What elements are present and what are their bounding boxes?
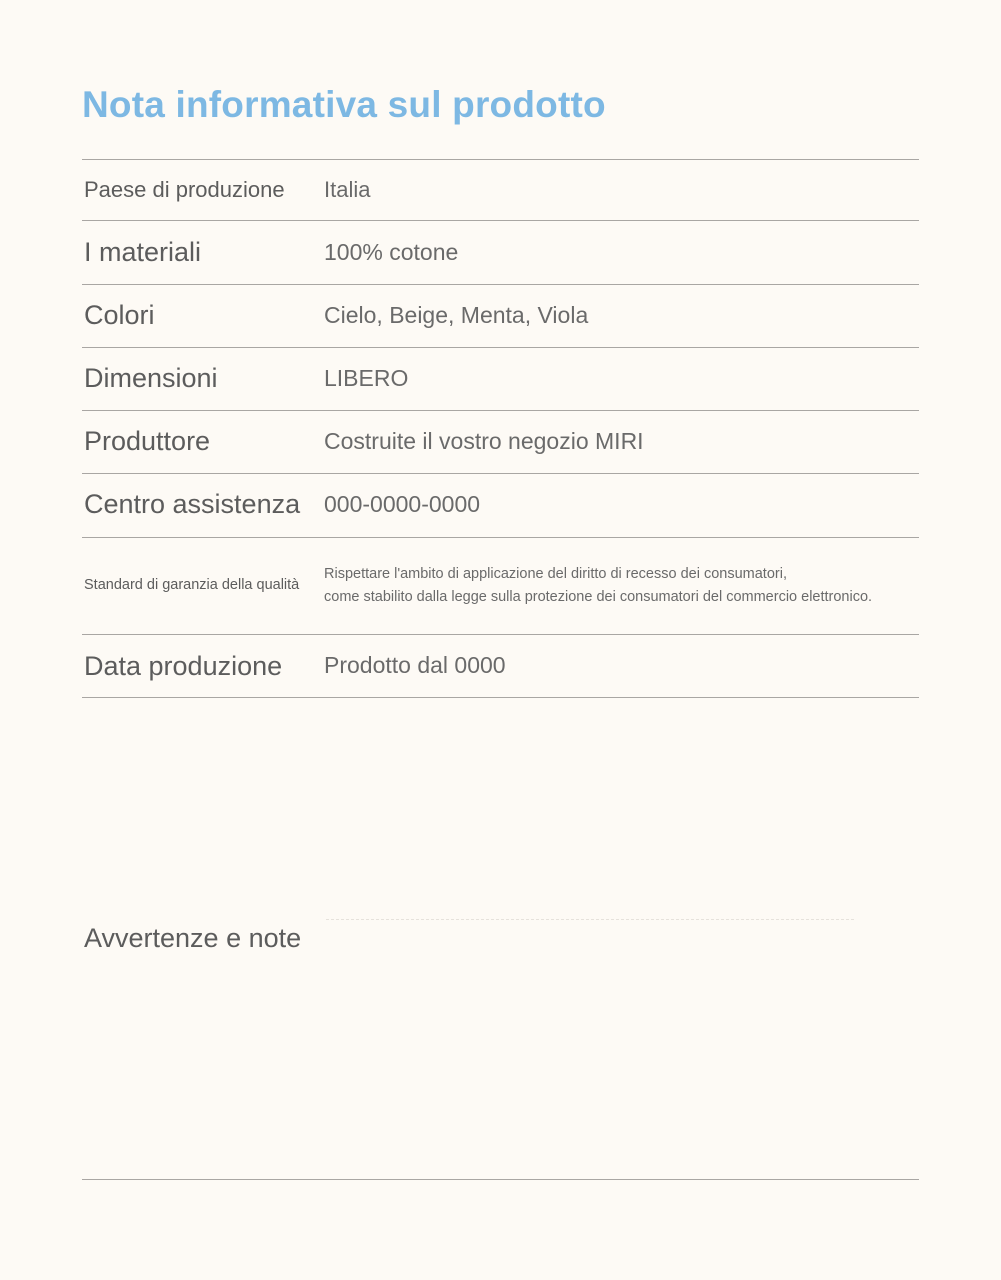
row-value-line-2: come stabilito dalla legge sulla protezione dei consumatori del commercio elettronico. <box>324 589 873 605</box>
row-value: Italia <box>324 177 371 202</box>
warnings-label: Avvertenze e note <box>84 923 302 953</box>
row-production-date <box>82 634 919 698</box>
row-label: Data produzione <box>84 651 283 681</box>
row-label: Dimensioni <box>84 363 218 393</box>
row-value: Prodotto dal 0000 <box>324 652 506 678</box>
product-info-table <box>82 159 919 698</box>
row-manufacturer <box>82 410 919 473</box>
row-country-of-production <box>82 159 919 220</box>
row-label: Centro assistenza <box>84 489 301 519</box>
row-service-center <box>82 473 919 537</box>
row-value: Costruite il vostro negozio MIRI <box>324 428 644 454</box>
row-dimensions <box>82 347 919 410</box>
row-label: Produttore <box>84 426 211 456</box>
row-value: 100% cotone <box>324 239 459 265</box>
row-quality-warranty <box>82 537 919 634</box>
bottom-divider <box>82 1179 919 1180</box>
row-label: Standard di garanzia della qualità <box>84 577 300 593</box>
row-materials <box>82 220 919 284</box>
row-value: 000-0000-0000 <box>324 491 481 517</box>
row-value: Cielo, Beige, Menta, Viola <box>324 302 589 328</box>
row-label: Colori <box>84 300 155 330</box>
row-value-line-1: Rispettare l'ambito di applicazione del diritto di recesso dei consumatori, <box>324 566 787 582</box>
row-label: I materiali <box>84 237 202 267</box>
row-value: LIBERO <box>324 365 409 391</box>
page-title: Nota informativa sul prodotto <box>82 84 606 125</box>
row-colors <box>82 284 919 347</box>
faint-divider <box>326 919 854 920</box>
row-label: Paese di produzione <box>84 177 285 202</box>
